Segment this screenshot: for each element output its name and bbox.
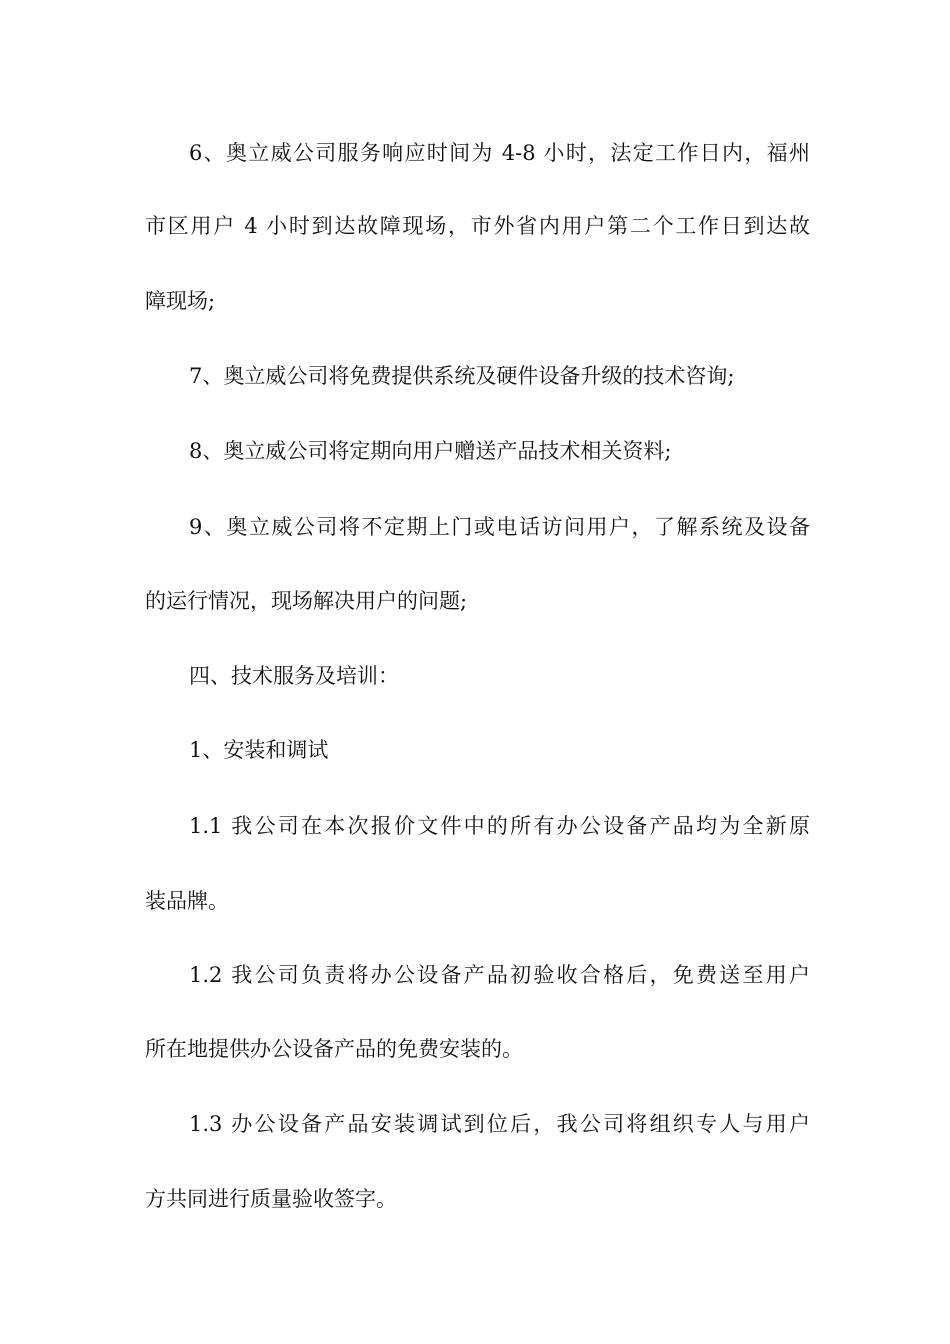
paragraph-line: 方共同进行质量验收签字。 <box>145 1187 397 1211</box>
paragraph-line: 的运行情况，现场解决用户的问题; <box>145 589 468 613</box>
paragraph-line: 装品牌。 <box>145 889 229 913</box>
paragraph-line: 1.2 我公司负责将办公设备产品初验收合格后，免费送至用户 <box>189 963 810 987</box>
paragraph-line: 市区用户 4 小时到达故障现场，市外省内用户第二个工作日到达故 <box>145 214 810 238</box>
paragraph-line: 1.1 我公司在本次报价文件中的所有办公设备产品均为全新原 <box>189 814 810 838</box>
paragraph-line: 6、奥立威公司服务响应时间为 4-8 小时，法定工作日内，福州 <box>189 141 810 165</box>
paragraph-line: 1.3 办公设备产品安装调试到位后，我公司将组织专人与用户 <box>189 1112 810 1136</box>
paragraph-line: 8、奥立威公司将定期向用户赠送产品技术相关资料; <box>189 439 672 463</box>
paragraph-line: 7、奥立威公司将免费提供系统及硬件设备升级的技术咨询; <box>189 364 735 388</box>
subsection-heading: 1、安装和调试 <box>189 738 329 762</box>
paragraph-line: 所在地提供办公设备产品的免费安装的。 <box>145 1037 523 1061</box>
section-heading: 四、技术服务及培训： <box>189 664 399 688</box>
paragraph-line: 9、奥立威公司将不定期上门或电话访问用户，了解系统及设备 <box>189 515 810 539</box>
paragraph-line: 障现场; <box>145 289 216 313</box>
